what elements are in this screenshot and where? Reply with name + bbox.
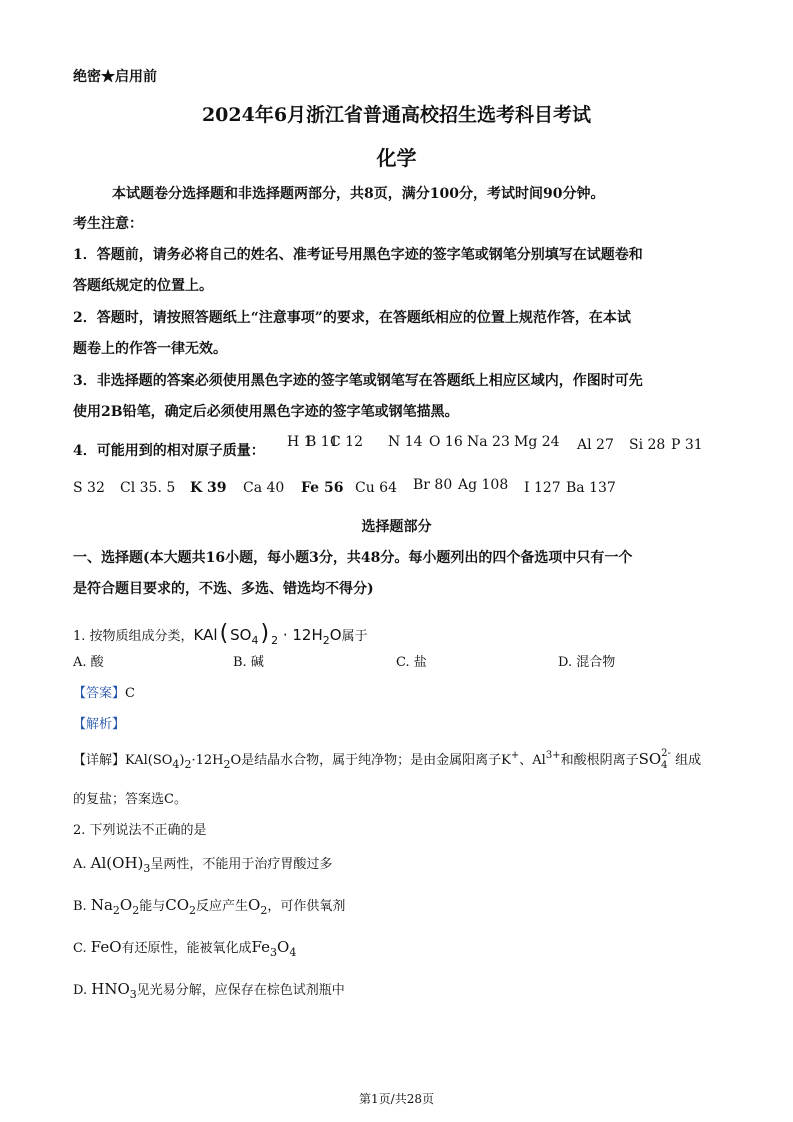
mass-br: Br 80 [413,477,453,493]
mass-si: Si 28 [629,437,666,453]
subject-title: 化学 [376,146,417,170]
mass-s: S 32 [73,480,105,496]
mass-ca: Ca 40 [243,480,285,496]
mass-p: P 31 [671,437,703,453]
q1-option-c: C. 盐 [396,655,427,670]
mass-ba: Ba 137 [566,480,616,496]
mass-k: K 39 [190,480,227,496]
mass-c: C 12 [330,434,363,450]
part1-instructions-line-2: 是符合题目要求的，不选、多选、错选均不得分) [73,581,374,597]
q1-detail-line-1: 【详解】$KAl(SO_4)_2\cdot 12H_2O$是结晶水合物，属于纯净物；是由金属阳离子K+、$Al^{3+}$和酸根阴离子SO 2- 4 组成 [73,747,702,771]
mass-na: Na 23 [467,434,510,450]
q1-detail-line-2: 的复盐；答案选C。 [73,792,187,807]
q1-answer [73,682,135,701]
mass-fe: Fe 56 [301,480,344,496]
mass-o: O 16 [429,434,463,450]
q2-option-c: C. FeO有还原性，能被氧化成$Fe_3O_4$ [73,938,297,959]
confidential-mark: 绝密★启用前 [73,69,157,85]
exam-title: 2024年6月浙江省普通高校招生选考科目考试 [201,104,592,126]
mass-i: I 127 [524,480,561,496]
notice-item-1-line-2: 答题纸规定的位置上。 [73,278,213,294]
notice-item-4-label: 4．可能用到的相对原子质量： [73,443,265,459]
mass-cl: Cl 35. 5 [120,480,176,496]
q1-prefix: 1. 按物质组成分类， [73,629,194,644]
q2-option-a: A. $Al(OH)_3$呈两性，不能用于治疗胃酸过多 [73,854,333,875]
detail-label: 【详解】 [73,753,126,768]
mass-mg: Mg 24 [514,434,560,450]
mass-cu: Cu 64 [355,480,397,496]
q1-suffix: 属于 [341,629,368,644]
answer-value: C [125,686,135,701]
part1-instructions-line-1: 一、选择题(本大题共16小题，每小题3分，共48分。每小题列出的四个备选项中只有一个 [73,550,633,566]
q2-option-d: D. $HNO_3$见光易分解，应保存在棕色试剂瓶中 [73,980,345,1001]
q2-option-b: B. $Na_2O_2$能与$CO_2$反应产生$O_2$，可作供氧剂 [73,896,346,917]
mass-h: H 1 [287,434,313,450]
mass-al: Al 27 [577,437,614,453]
notice-item-3-line-2: 使用2B铅笔，确定后必须使用黑色字迹的签字笔或钢笔描黑。 [73,404,459,420]
notice-item-2-line-1: 2．答题时，请按照答题纸上“注意事项”的要求，在答题纸相应的位置上规范作答，在本试 [73,310,631,326]
notice-item-1-line-1: 1．答题前，请务必将自己的姓名、准考证号用黑色字迹的签字笔或钢笔分别填写在试题卷和 [73,247,643,263]
page-number: 第1页/共28页 [359,1092,434,1106]
exam-intro: 本试题卷分选择题和非选择题两部分，共8页，满分100分，考试时间90分钟。 [112,186,605,202]
mass-b: B 11 [306,434,339,450]
q1-option-a: A. 酸 [73,655,104,670]
notice-item-2-line-2: 题卷上的作答一律无效。 [73,341,227,357]
q1-formula: KAl( $SO_4$) $_2 \cdot 12H_2O$ [193,621,342,647]
section-title: 选择题部分 [361,519,432,535]
q2-stem: 2. 下列说法不正确的是 [73,823,207,838]
q1-option-d: D. 混合物 [558,655,616,670]
answer-label: 【答案】 [73,686,126,701]
notice-item-3-line-1: 3．非选择题的答案必须使用黑色字迹的签字笔或钢笔写在答题纸上相应区域内，作图时可先 [73,373,643,389]
mass-ag: Ag 108 [458,477,509,493]
mass-n: N 14 [388,434,423,450]
analysis-label: 【解析】 [73,717,126,732]
q1-option-b: B. 碱 [233,655,264,670]
notice-heading: 考生注意： [73,216,143,232]
q1-stem [73,621,368,646]
